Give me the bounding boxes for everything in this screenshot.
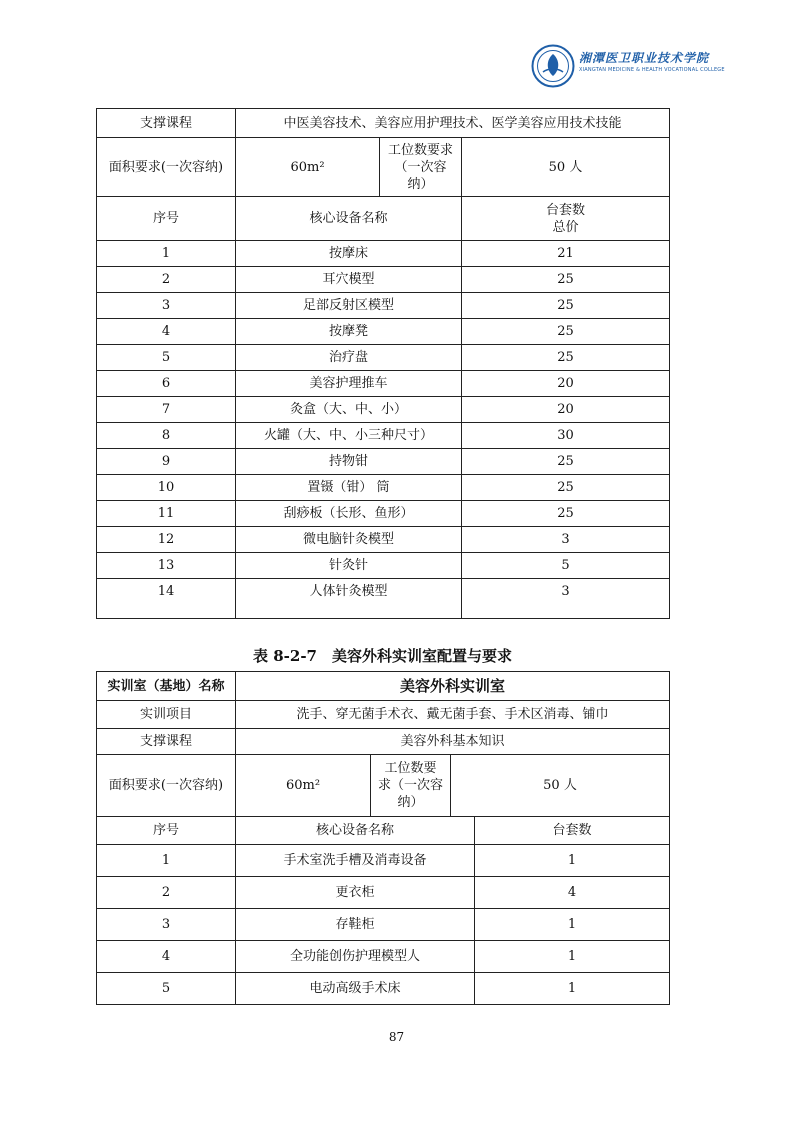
area-value: 60m² [236, 138, 380, 197]
support-course-row [97, 729, 670, 755]
workstation-label: 工位数要求 （一次容 纳） [380, 138, 462, 197]
row-index: 11 [97, 501, 236, 527]
row-index: 8 [97, 423, 236, 449]
table-row [97, 319, 670, 345]
table-row [97, 973, 670, 1005]
table-row [97, 423, 670, 449]
area-row [97, 138, 670, 197]
row-qty: 3 [462, 579, 670, 619]
school-name-en: XIANGTAN MEDICINE & HEALTH VOCATIONAL COLLEGE [579, 67, 725, 73]
row-qty: 25 [462, 449, 670, 475]
row-index: 14 [97, 579, 236, 619]
equipment-table-1 [96, 108, 670, 619]
area-label: 面积要求(一次容纳) [97, 755, 236, 817]
project-value: 洗手、穿无菌手术衣、戴无菌手套、手术区消毒、铺巾 [236, 701, 670, 729]
table-row [97, 397, 670, 423]
row-qty: 21 [462, 241, 670, 267]
col-header-name: 核心设备名称 [236, 817, 475, 845]
row-qty: 1 [475, 941, 670, 973]
table-row [97, 941, 670, 973]
project-row [97, 701, 670, 729]
row-name: 火罐（大、中、小三种尺寸） [236, 423, 462, 449]
school-logo [531, 44, 725, 88]
school-name-cn: 湘潭医卫职业技术学院 [579, 51, 710, 65]
table-row [97, 241, 670, 267]
room-name-value: 美容外科实训室 [236, 672, 670, 701]
row-name: 针灸针 [236, 553, 462, 579]
row-index: 6 [97, 371, 236, 397]
row-name: 耳穴模型 [236, 267, 462, 293]
school-seal-icon [531, 44, 575, 88]
row-index: 10 [97, 475, 236, 501]
area-value: 60m² [236, 755, 371, 817]
row-name: 按摩凳 [236, 319, 462, 345]
support-course-value: 中医美容技术、美容应用护理技术、医学美容应用技术技能 [236, 109, 670, 138]
table-row [97, 845, 670, 877]
row-qty: 30 [462, 423, 670, 449]
row-name: 足部反射区模型 [236, 293, 462, 319]
row-name: 治疗盘 [236, 345, 462, 371]
row-qty: 25 [462, 345, 670, 371]
column-header-row [97, 817, 670, 845]
col-header-index: 序号 [97, 197, 236, 241]
table-row [97, 909, 670, 941]
area-row [97, 755, 670, 817]
row-name: 灸盒（大、中、小） [236, 397, 462, 423]
room-name-label: 实训室（基地）名称 [97, 672, 236, 701]
row-index: 4 [97, 319, 236, 345]
row-index: 1 [97, 845, 236, 877]
support-course-label: 支撑课程 [97, 729, 236, 755]
row-index: 13 [97, 553, 236, 579]
table-caption: 表 8-2-7 美容外科实训室配置与要求 [253, 647, 512, 665]
row-qty: 20 [462, 397, 670, 423]
workstation-value: 50 人 [451, 755, 670, 817]
row-qty: 3 [462, 527, 670, 553]
table-row [97, 501, 670, 527]
row-name: 人体针灸模型 [236, 579, 462, 619]
row-qty: 5 [462, 553, 670, 579]
row-name: 持物钳 [236, 449, 462, 475]
row-index: 5 [97, 345, 236, 371]
row-index: 2 [97, 267, 236, 293]
table-row [97, 371, 670, 397]
row-qty: 4 [475, 877, 670, 909]
row-qty: 20 [462, 371, 670, 397]
row-qty: 25 [462, 267, 670, 293]
row-name: 更衣柜 [236, 877, 475, 909]
col-header-qty: 台套数 总价 [462, 197, 670, 241]
row-qty: 1 [475, 845, 670, 877]
table-row [97, 553, 670, 579]
equipment-table-2 [96, 671, 670, 1005]
row-name: 美容护理推车 [236, 371, 462, 397]
table-row [97, 449, 670, 475]
col-header-name: 核心设备名称 [236, 197, 462, 241]
row-qty: 1 [475, 909, 670, 941]
col-header-index: 序号 [97, 817, 236, 845]
row-index: 2 [97, 877, 236, 909]
row-qty: 25 [462, 501, 670, 527]
table-row [97, 877, 670, 909]
row-index: 9 [97, 449, 236, 475]
row-index: 4 [97, 941, 236, 973]
table-row [97, 579, 670, 619]
table-row [97, 293, 670, 319]
page-number: 87 [388, 1030, 405, 1044]
row-name: 电动高级手术床 [236, 973, 475, 1005]
row-index: 12 [97, 527, 236, 553]
row-index: 1 [97, 241, 236, 267]
table-row [97, 527, 670, 553]
row-qty: 25 [462, 293, 670, 319]
row-qty: 25 [462, 319, 670, 345]
row-name: 全功能创伤护理模型人 [236, 941, 475, 973]
table-row [97, 475, 670, 501]
row-qty: 1 [475, 973, 670, 1005]
support-course-label: 支撑课程 [97, 109, 236, 138]
row-name: 刮痧板（长形、鱼形） [236, 501, 462, 527]
area-label: 面积要求(一次容纳) [97, 138, 236, 197]
workstation-label: 工位数要 求（一次容 纳） [371, 755, 451, 817]
col-header-qty: 台套数 [475, 817, 670, 845]
row-index: 7 [97, 397, 236, 423]
row-name: 按摩床 [236, 241, 462, 267]
workstation-value: 50 人 [462, 138, 670, 197]
row-name: 置镊（钳） 筒 [236, 475, 462, 501]
row-name: 存鞋柜 [236, 909, 475, 941]
row-index: 5 [97, 973, 236, 1005]
support-course-row [97, 109, 670, 138]
table-row [97, 345, 670, 371]
support-course-value: 美容外科基本知识 [236, 729, 670, 755]
row-qty: 25 [462, 475, 670, 501]
room-name-row [97, 672, 670, 701]
row-index: 3 [97, 293, 236, 319]
row-name: 微电脑针灸模型 [236, 527, 462, 553]
project-label: 实训项目 [97, 701, 236, 729]
column-header-row [97, 197, 670, 241]
row-index: 3 [97, 909, 236, 941]
table-row [97, 267, 670, 293]
row-name: 手术室洗手槽及消毒设备 [236, 845, 475, 877]
